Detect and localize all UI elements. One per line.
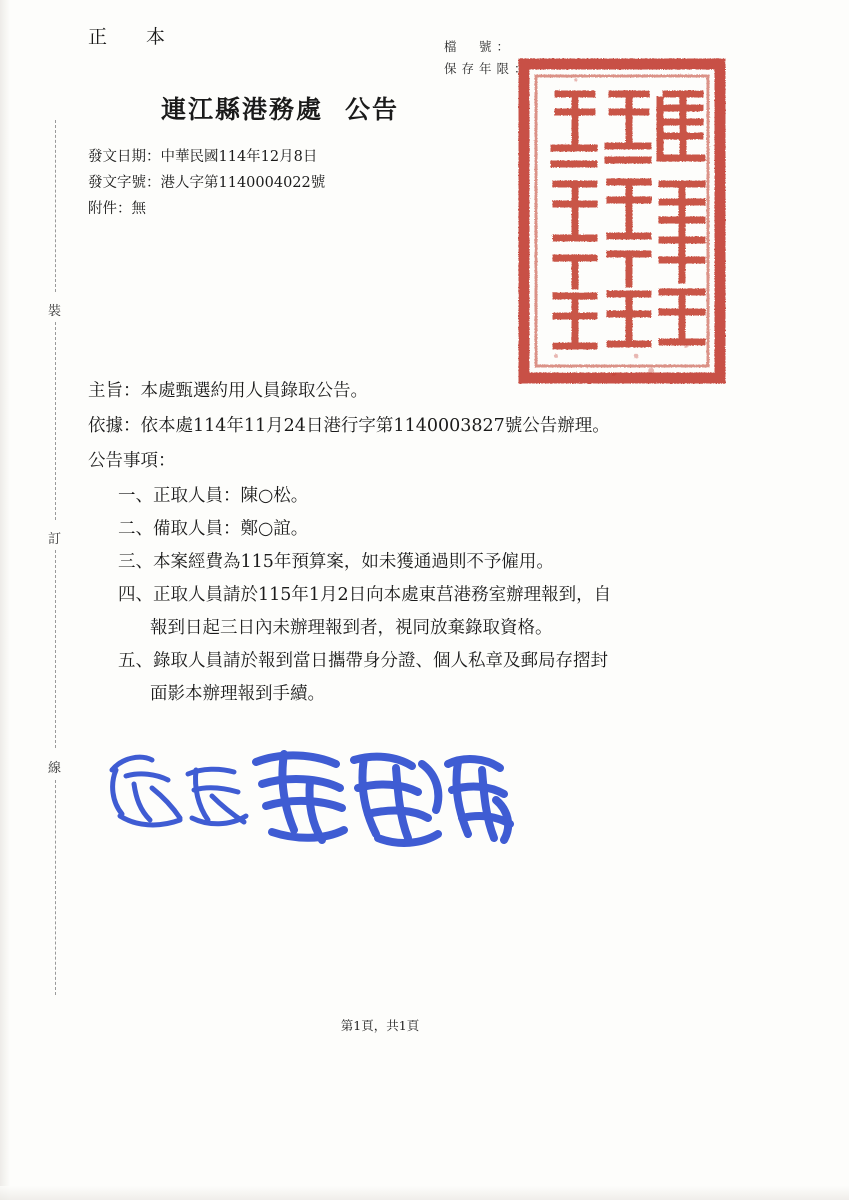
subject-line: 主旨：本處甄選約用人員錄取公告。 [88,381,368,401]
list-item-text-1 [118,480,778,513]
list-item-body-4: 正取人員請於115年1月2日向本處東莒港務室辦理報到，自 [153,585,612,605]
binding-mark-xian: 線 [48,761,62,776]
list-item [88,513,778,546]
official-seal [516,56,728,386]
archive-row-file-number [444,36,532,58]
list-item-continuation-4: 報到日起三日內未辦理報到者，視同放棄錄取資格。 [150,618,553,638]
list-item-body-1: 正取人員：陳○松。 [153,486,309,506]
list-item-text-4 [118,579,778,612]
items-header: 公告事項： [88,451,176,471]
binding-mark-zhuang: 裝 [48,304,62,319]
signature-block [96,740,516,850]
document-body [88,375,778,711]
archive-label-file-number: 檔 號： [444,39,515,54]
list-item [88,645,778,711]
meta-doc-number: 發文字號：港人字第1140004022號 [88,175,326,191]
basis-line: 依據：依本處114年11月24日港行字第1140003827號公告辦理。 [88,416,610,436]
binding-mark-ding: 訂 [48,532,62,547]
meta-issue-date: 發文日期：中華民國114年12月8日 [88,149,318,165]
binding-dash-3 [55,550,56,748]
list-item [88,480,778,513]
meta-attachment: 附件：無 [88,201,146,217]
list-item-text-5 [118,645,778,678]
list-item-text-2 [118,513,778,546]
list-item-number-1: 一、 [118,486,153,506]
list-item-number-5: 五、 [118,651,153,671]
list-item-text-3 [118,546,778,579]
binding-dash-1 [55,120,56,292]
list-item [88,546,778,579]
list-item-body-5: 錄取人員請於報到當日攜帶身分證、個人私章及郵局存摺封 [153,651,608,671]
list-item-number-4: 四、 [118,585,153,605]
copy-mark: 正 本 [88,26,176,48]
page-title [0,90,560,126]
list-item-body-3: 本案經費為115年預算案，如未獲通過則不予僱用。 [153,552,554,572]
list-item [88,579,778,645]
scan-edge-bottom [0,1186,849,1200]
title-doc-type: 公告 [345,95,400,124]
list-item-body-2: 備取人員：鄭○誼。 [153,519,309,539]
title-organization: 連江縣港務處 [160,95,323,124]
page-footer: 第1頁，共1頁 [340,1018,420,1033]
list-item-continuation-5: 面影本辦理報到手續。 [150,684,325,704]
binding-dash-2 [55,322,56,520]
archive-label-retention: 保存年限： [444,61,532,76]
document-meta [88,144,325,222]
list-item-number-3: 三、 [118,552,153,572]
binding-dash-4 [55,780,56,995]
list-item-number-2: 二、 [118,519,153,539]
